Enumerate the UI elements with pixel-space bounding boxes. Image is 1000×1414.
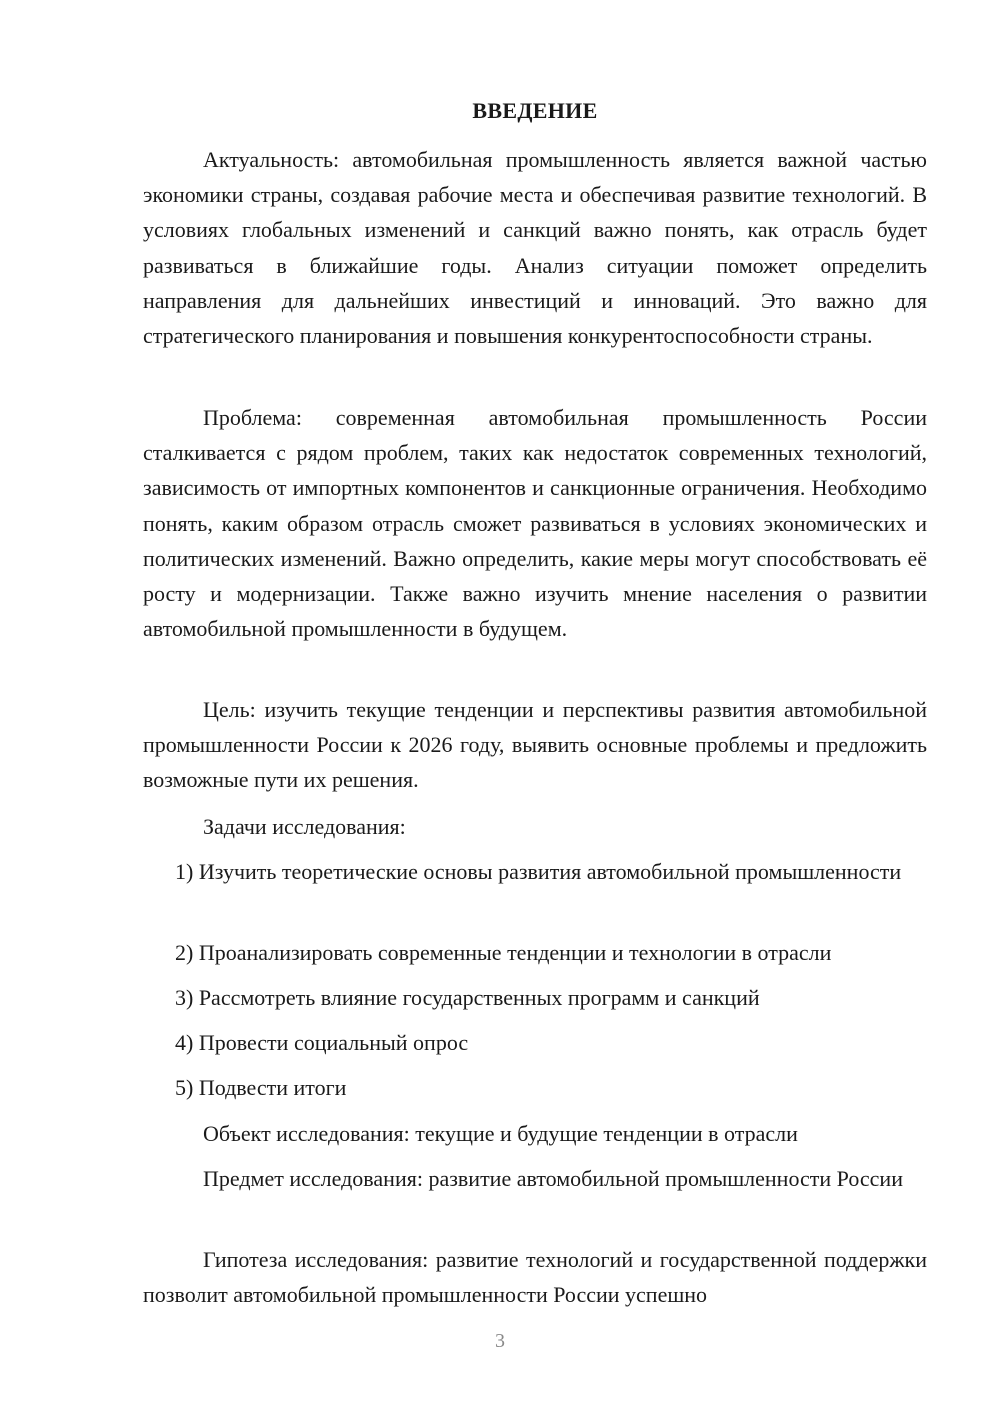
paragraph-subject: Предмет исследования: развитие автомобильной промышленности России — [203, 1166, 903, 1191]
paragraph-hypothesis: Гипотеза исследования: развитие технологий и государственной поддержки позволит автомобильной промышленности России успешно — [143, 1247, 927, 1308]
paragraph-relevance: Актуальность: автомобильная промышленность является важной частью экономики страны, создавая рабочие места и обеспечивая развитие технологий. В условиях глобальных изменений и санкций важно понять, как отрасль будет развиваться в ближайшие годы. Анализ ситуации поможет определить направления для дальнейших инвестиций и инноваций. Это важно для стратегического планирования и повышения конкурентоспособности страны. — [143, 147, 927, 349]
paragraph-goal: Цель: изучить текущие тенденции и перспективы развития автомобильной промышленности России к 2026 году, выявить основные проблемы и предложить возможные пути их решения. — [143, 697, 927, 793]
task-item-4: 4) Провести социальный опрос — [175, 1030, 469, 1055]
task-item-1: 1) Изучить теоретические основы развития автомобильной промышленности — [175, 859, 902, 884]
page-number: 3 — [495, 1330, 505, 1352]
task-item-2: 2) Проанализировать современные тенденции и технологии в отрасли — [175, 940, 832, 965]
paragraph-problem: Проблема: современная автомобильная промышленность России сталкивается с рядом проблем, таких как недостаток современных технологий, зависимость от импортных компонентов и санкционные ограничения. Необходимо понять, каким образом отрасль сможет развиваться в условиях экономических и политических изменений. Важно определить, какие меры могут способствовать её росту и модернизации. Также важно изучить мнение населения о развитии автомобильной промышленности в будущем. — [143, 405, 927, 642]
tasks-heading: Задачи исследования: — [203, 814, 406, 839]
section-heading: ВВЕДЕНИЕ — [472, 98, 598, 123]
paragraph-object: Объект исследования: текущие и будущие тенденции в отрасли — [203, 1121, 798, 1146]
task-item-3: 3) Рассмотреть влияние государственных программ и санкций — [175, 985, 760, 1010]
task-item-5: 5) Подвести итоги — [175, 1075, 347, 1100]
